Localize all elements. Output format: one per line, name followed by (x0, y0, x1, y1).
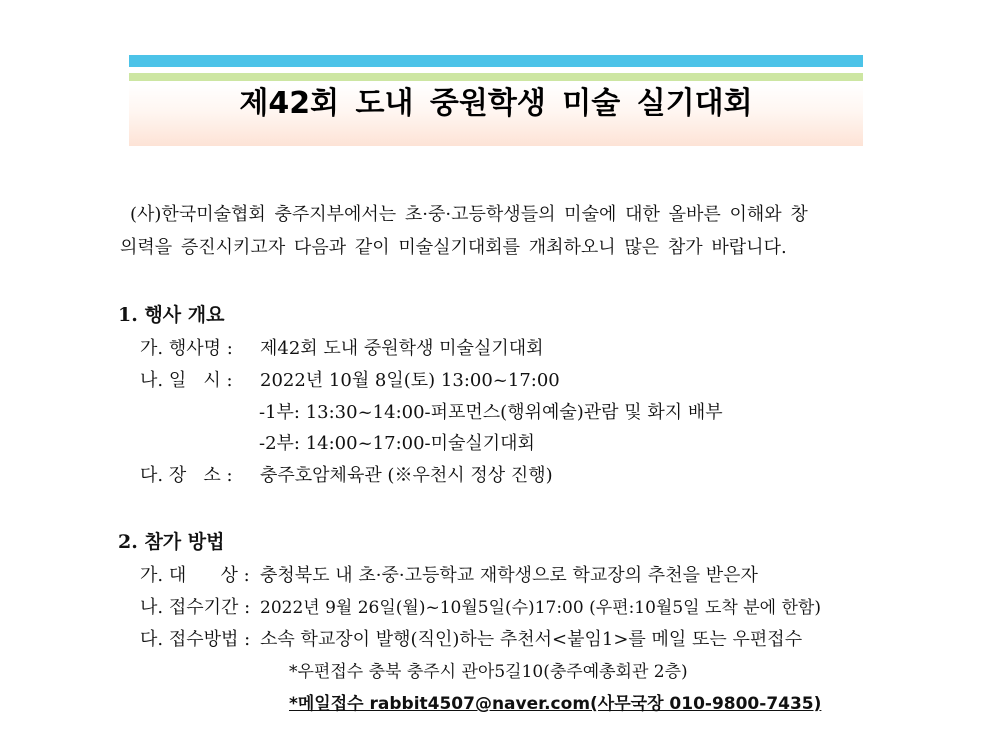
post-submission: *우편접수 충북 충주시 관아5길10(충주예총회관 2층) (289, 662, 688, 682)
target-row (140, 561, 758, 587)
target-label: 가. 대 상 : (140, 565, 250, 586)
title-bar-blue (129, 55, 863, 67)
event-name-value: 제42회 도내 중원학생 미술실기대회 (260, 338, 544, 359)
intro-line-1: (사)한국미술협회 충주지부에서는 초·중·고등학생들의 미술에 대한 올바른 이해와 창 (130, 204, 808, 225)
event-name-row (140, 334, 544, 360)
part-2-schedule: -2부: 14:00~17:00-미술실기대회 (259, 433, 535, 454)
title-bar-green (129, 73, 863, 81)
part-1-schedule: -1부: 13:30~14:00-퍼포먼스(행위예술)관람 및 화지 배부 (259, 402, 723, 423)
method-row (140, 625, 802, 651)
target-value: 충청북도 내 초·중·고등학교 재학생으로 학교장의 추천을 받은자 (260, 565, 758, 586)
period-row (140, 593, 821, 619)
method-value: 소속 학교장이 발행(직인)하는 추천서<붙임1>를 메일 또는 우편접수 (260, 629, 803, 650)
event-place-label: 다. 장 소 : (140, 465, 233, 486)
event-name-label: 가. 행사명 : (140, 338, 233, 359)
document-title: 제42회 도내 중원학생 미술 실기대회 (239, 86, 753, 121)
event-date-label: 나. 일 시 : (140, 370, 233, 391)
intro-paragraph (120, 198, 880, 264)
event-date-row (140, 366, 560, 392)
email-submission: *메일접수 rabbit4507@naver.com(사무국장 010-9800-7435) (289, 694, 822, 714)
period-value: 2022년 9월 26일(월)~10월5일(수)17:00 (우편:10월5일 도착 분에 한함) (260, 598, 821, 618)
period-label: 나. 접수기간 : (140, 597, 251, 618)
method-label: 다. 접수방법 : (140, 629, 251, 650)
section-2-heading: 2. 참가 방법 (118, 531, 225, 553)
intro-line-2: 의력을 증진시키고자 다음과 같이 미술실기대회를 개최하오니 많은 참가 바랍니다. (120, 237, 787, 258)
event-place-row (140, 461, 553, 487)
event-date-value: 2022년 10월 8일(토) 13:00~17:00 (260, 370, 560, 391)
event-place-value: 충주호암체육관 (※우천시 정상 진행) (260, 465, 553, 486)
section-1-heading: 1. 행사 개요 (118, 304, 225, 326)
